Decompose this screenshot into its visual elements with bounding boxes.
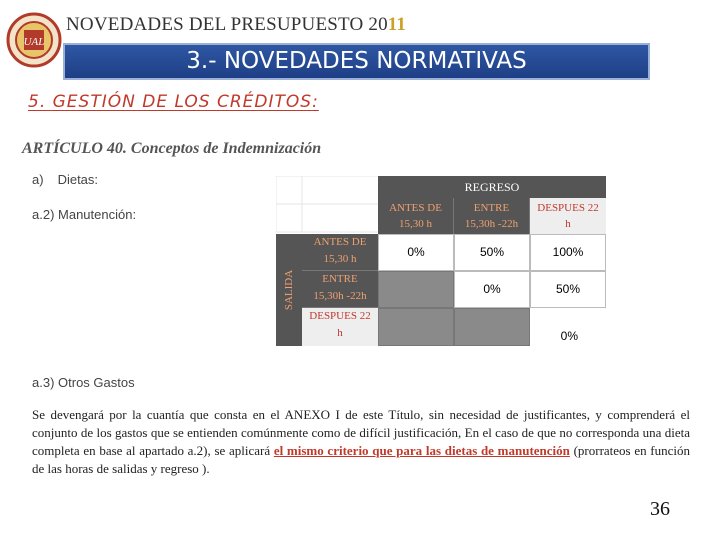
manutencion-heading: a.2) Manutención: — [32, 207, 137, 222]
column-header-entre: ENTRE 15,30h -22h — [454, 198, 530, 234]
table-cell: 0% — [454, 271, 530, 308]
otros-gastos-heading: a.3) Otros Gastos — [32, 375, 135, 390]
list-marker: a) — [32, 172, 44, 187]
paragraph-highlight: el mismo criterio que para las dietas de manutención — [273, 443, 570, 458]
table-cell: 100% — [530, 234, 606, 271]
column-header-despues: DESPUES 22 h — [530, 198, 606, 234]
allowance-table — [276, 176, 606, 346]
section-title: 5. GESTIÓN DE LOS CRÉDITOS: — [28, 92, 319, 112]
page-number: 36 — [650, 498, 670, 520]
table-cell-empty — [454, 308, 530, 346]
table-cell: 0% — [378, 234, 454, 271]
row-header-antes: ANTES DE 15,30 h — [302, 234, 378, 271]
column-header-antes: ANTES DE 15,30 h — [378, 198, 454, 234]
section-banner: 3.- NOVEDADES NORMATIVAS — [63, 43, 650, 80]
row-header-entre: ENTRE 15,30h -22h — [302, 271, 378, 308]
otros-gastos-paragraph — [32, 406, 690, 478]
header-regreso: REGRESO — [378, 176, 606, 198]
paragraph-text-end: (prorrateos en función de las horas de salidas y regreso ). — [32, 443, 690, 476]
table-cell: 0% — [530, 308, 606, 346]
presentation-header-title: NOVEDADES DEL PRESUPUESTO 2011 — [66, 14, 407, 35]
table-cell-empty — [378, 271, 454, 308]
paragraph-text-start: Se devengará por la cuantía que consta en el ANEXO I de este Título, sin necesidad de justificantes, y comprenderá el conjunto de los gastos que se entienden comúnmente como de difícil justificación, En el caso de que no corresponda una dieta completa en base al apartado a.2), se aplicará — [32, 407, 690, 458]
dietas-label: Dietas: — [57, 172, 99, 187]
table-cell: 50% — [454, 234, 530, 271]
row-header-despues: DESPUES 22 h — [302, 308, 378, 346]
dietas-heading — [32, 172, 98, 187]
article-title: ARTÍCULO 40. Conceptos de Indemnización — [22, 140, 322, 157]
table-cell-empty — [378, 308, 454, 346]
salida-side-label — [276, 234, 302, 346]
university-logo — [6, 10, 62, 72]
svg-text:UAL: UAL — [23, 36, 45, 48]
table-cell: 50% — [530, 271, 606, 308]
salida-label-text: SALIDA — [283, 269, 295, 311]
